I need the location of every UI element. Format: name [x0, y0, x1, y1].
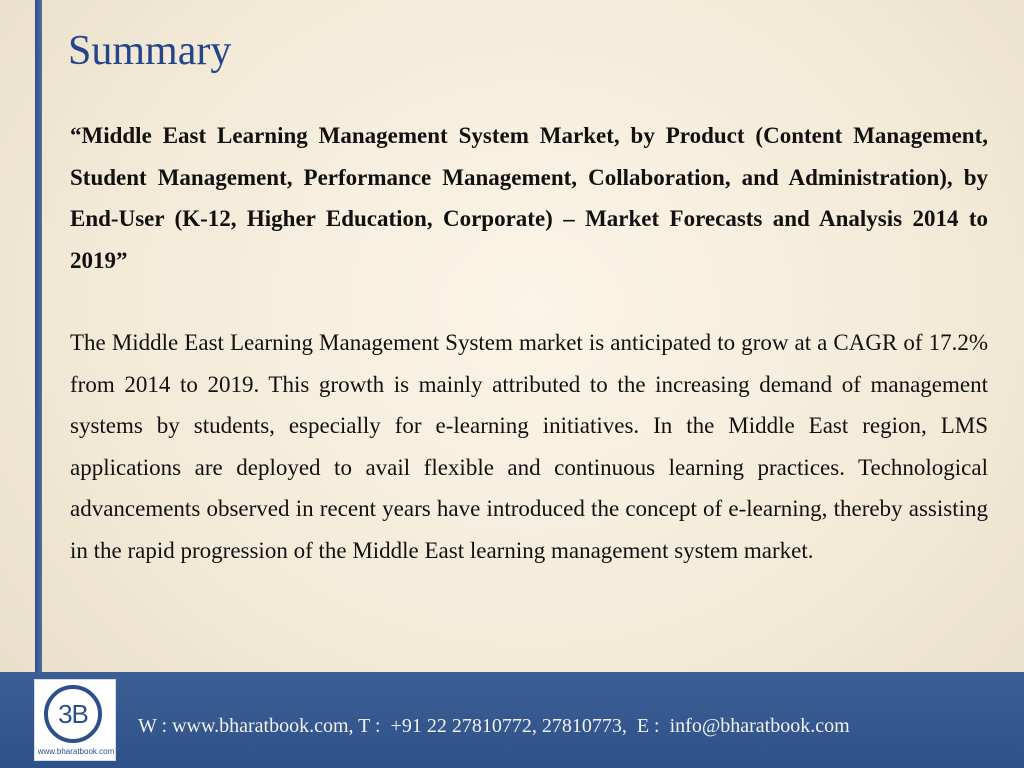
summary-paragraph: The Middle East Learning Management System market is anticipated to grow at a CAGR of 17.2% from 2014 to 2019. This growth is mainly attributed to the increasing demand of management systems by students, especially for e-learning initiatives. In the Middle East region, LMS applications are deployed to avail flexible and continuous learning practices. Technological advancements observed in recent years have introduced the concept of e-learning, thereby assisting in the rapid progression of the Middle East learning management system market.	[70, 330, 988, 563]
contact-info: W : www.bharatbook.com, T : +91 22 27810772, 27810773, E : info@bharatbook.com	[138, 715, 850, 737]
logo-url: www.bharatbook.com	[37, 747, 115, 756]
paragraph-spacer	[70, 281, 988, 322]
logo-mark: 3B	[58, 698, 88, 729]
footer-bar	[0, 672, 1024, 768]
page-title: Summary	[68, 28, 232, 74]
report-title: “Middle East Learning Management System Market, by Product (Content Management, Student Management, Performance Management, Collaboration, and Administration), by End-User (K-12, Higher Education, Corporate) – Market Forecasts and Analysis 2014 to 2019”	[70, 123, 988, 273]
left-accent-bar	[35, 0, 42, 672]
summary-content	[70, 115, 988, 571]
bharatbook-logo[interactable]	[34, 679, 116, 761]
logo-circle	[44, 685, 102, 743]
